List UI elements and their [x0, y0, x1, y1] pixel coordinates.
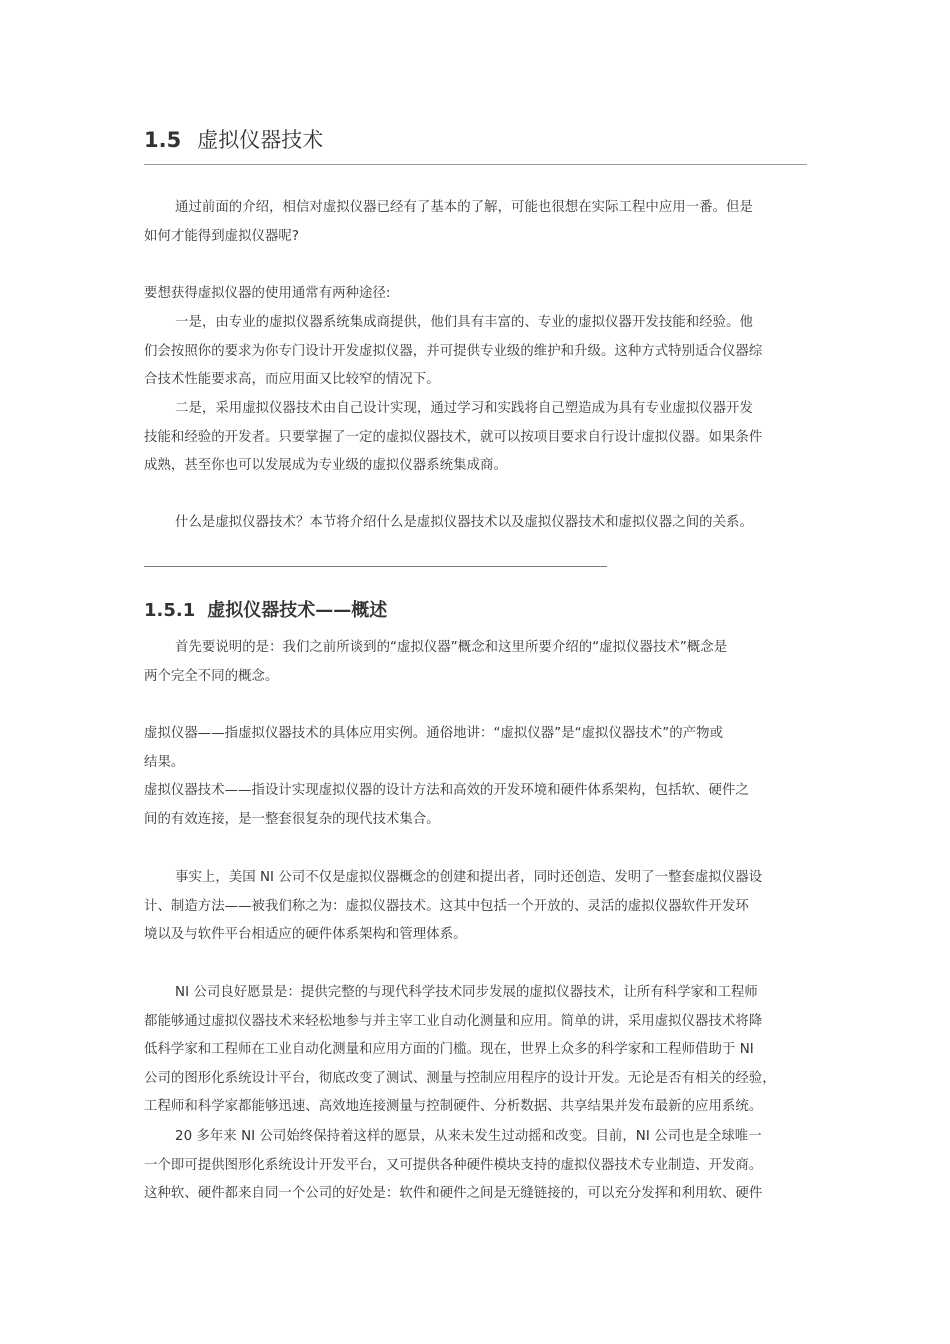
text-line: NI 公司良好愿景是：提供完整的与现代科学技术同步发展的虚拟仪器技术，让所有科学家和工程师 [175, 985, 758, 1000]
text-line: 如何才能得到虚拟仪器呢? [144, 228, 300, 244]
text-line: 低科学家和工程师在工业自动化测量和应用方面的门槛。现在，世界上众多的科学家和工程师借助于 NI [144, 1042, 754, 1058]
intro-paragraph-2 [144, 280, 807, 309]
subsection-number: 1.5.1 [144, 600, 196, 621]
intro-paragraph-4 [144, 395, 807, 481]
text-line: 要想获得虚拟仪器的使用通常有两种途径: [144, 286, 391, 301]
intro-paragraph-5 [144, 509, 807, 538]
text-line: 境以及与软件平台相适应的硬件体系架构和管理体系。 [144, 927, 467, 943]
text-line: 计、制造方法——被我们称之为：虚拟仪器技术。这其中包括一个开放的、灵活的虚拟仪器软件开发环 [144, 898, 749, 914]
text-line: 们会按照你的要求为你专门设计开发虚拟仪器，并可提供专业级的维护和升级。这种方式特别适合仪器综 [144, 343, 763, 359]
text-line: 虚拟仪器——指虚拟仪器技术的具体应用实例。通俗地讲：“虚拟仪器”是“虚拟仪器技术”的产物或 [144, 726, 724, 741]
text-line: 什么是虚拟仪器技术？本节将介绍什么是虚拟仪器技术以及虚拟仪器技术和虚拟仪器之间的关系。 [175, 515, 753, 530]
section-heading [144, 124, 807, 165]
text-line: 成熟，甚至你也可以发展成为专业级的虚拟仪器系统集成商。 [144, 458, 507, 474]
section-title: 虚拟仪器技术 [197, 128, 324, 152]
body-paragraph-1 [144, 634, 807, 691]
text-line: 首先要说明的是：我们之前所谈到的“虚拟仪器”概念和这里所要介绍的“虚拟仪器技术”概念是 [175, 640, 728, 655]
text-line: 间的有效连接，是一整套很复杂的现代技术集合。 [144, 811, 440, 827]
text-line: 20 多年来 NI 公司始终保持着这样的愿景，从来未发生过动摇和改变。目前，NI 公司也是全球唯一 [175, 1129, 762, 1144]
text-line: 一是，由专业的虚拟仪器系统集成商提供，他们具有丰富的、专业的虚拟仪器开发技能和经验。他 [175, 315, 753, 330]
text-line: 工程师和科学家都能够迅速、高效地连接测量与控制硬件、分析数据、共享结果并发布最新的应用系统。 [144, 1099, 763, 1115]
text-line: 两个完全不同的概念。 [144, 668, 279, 684]
text-line: 这种软、硬件都来自同一个公司的好处是：软件和硬件之间是无缝链接的，可以充分发挥和利用软、硬件 [144, 1186, 763, 1202]
section-number: 1.5 [144, 128, 182, 152]
body-paragraph-4 [144, 979, 807, 1122]
text-line: 通过前面的介绍，相信对虚拟仪器已经有了基本的了解，可能也很想在实际工程中应用一番。但是 [175, 200, 753, 215]
text-line: 公司的图形化系统设计平台，彻底改变了测试、测量与控制应用程序的设计开发。无论是否有相关的经验， [144, 1070, 776, 1086]
section-divider [144, 566, 607, 567]
intro-paragraph-3 [144, 309, 807, 395]
text-line: 结果。 [144, 754, 185, 770]
text-line: 都能够通过虚拟仪器技术来轻松地参与并主宰工业自动化测量和应用。简单的讲，采用虚拟仪器技术将降 [144, 1013, 763, 1029]
subsection-title: 虚拟仪器技术——概述 [207, 600, 388, 621]
text-line: 合技术性能要求高，而应用面又比较窄的情况下。 [144, 372, 440, 388]
text-line: 虚拟仪器技术——指设计实现虚拟仪器的设计方法和高效的开发环境和硬件体系架构，包括软、硬件之 [144, 783, 749, 799]
subsection-heading [144, 596, 387, 622]
text-line: 技能和经验的开发者。只要掌握了一定的虚拟仪器技术，就可以按项目要求自行设计虚拟仪器。如果条件 [144, 429, 763, 445]
body-paragraph-5 [144, 1123, 807, 1209]
text-line: 二是，采用虚拟仪器技术由自己设计实现，通过学习和实践将自己塑造成为具有专业虚拟仪器开发 [175, 401, 753, 416]
text-line: 一个即可提供图形化系统设计开发平台，又可提供各种硬件模块支持的虚拟仪器技术专业制造、开发商。 [144, 1157, 763, 1173]
body-paragraph-2 [144, 720, 807, 834]
body-paragraph-3 [144, 864, 807, 950]
text-line: 事实上，美国 NI 公司不仅是虚拟仪器概念的创建和提出者，同时还创造、发明了一整套虚拟仪器设 [175, 870, 763, 885]
intro-paragraph-1 [144, 194, 807, 251]
